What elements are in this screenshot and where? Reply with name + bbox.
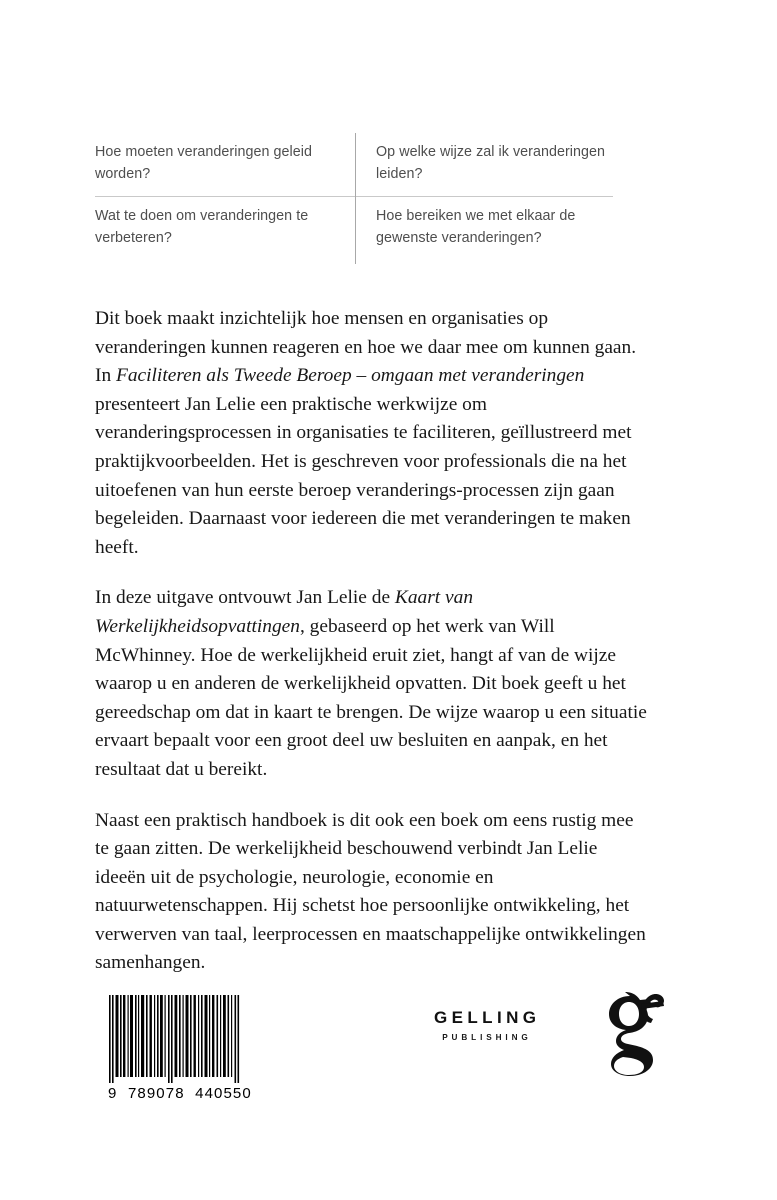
isbn-barcode-block: [108, 995, 252, 1102]
quadrant-cell-bottom-right: Hoe bereiken we met elkaar de gewenste veranderingen?: [376, 208, 576, 246]
publisher-logo: [425, 1008, 545, 1045]
quadrant-cell-top-right: Op welke wijze zal ik veranderingen leiden?: [376, 144, 606, 182]
blurb-paragraph-1-text-after: presenteert Jan Lelie een praktische werkwijze om veranderingsprocessen in organisaties te faciliteren, geïllustreerd met praktijkvoorbeelden. Het is geschreven voor professionals die na het uitoefenen van hun eerste beroep veranderings-processen zijn gaan begeleiden. Daarnaast voor iedereen die met veranderingen te maken heeft.: [95, 393, 632, 558]
blurb-paragraph-3: Naast een praktisch handboek is dit ook een boek om eens rustig mee te gaan zitten. De werkelijkheid beschouwend verbindt Jan Lelie ideeën uit de psychologie, neurologie, economie en natuurwetenschappen. Hij schetst hoe persoonlijke ontwikkeling, het verwerven van taal, leerprocessen en maatschappelijke ontwikkelingen samenhangen.: [95, 809, 646, 974]
isbn-digits: 9 789078 440550: [108, 1085, 252, 1102]
publisher-subtitle: PUBLISHING: [442, 1033, 532, 1042]
ean13-barcode-icon: [108, 995, 241, 1083]
blurb-paragraph-2-text-before: In deze uitgave ontvouwt Jan Lelie de: [95, 587, 395, 609]
gelling-g-monogram-icon: [600, 988, 674, 1076]
quadrant-cell-top-left: Hoe moeten veranderingen geleid worden?: [95, 144, 312, 182]
publisher-name: GELLING: [434, 1008, 541, 1027]
blurb-paragraph-1-text-before: Dit boek maakt inzichtelijk hoe mensen en organisaties op veranderingen kunnen reageren en hoe we daar mee om kunnen gaan. In: [95, 308, 637, 387]
question-quadrant: [95, 133, 613, 265]
blurb-paragraph-2-text-after: , gebaseerd op het werk van Will McWhinney. Hoe de werkelijkheid eruit ziet, hangt af van de wijze waarop u en anderen de werkelijkheid opvatten. Dit boek geeft u het gereedschap om dat in kaart te brengen. De wijze waarop u een situatie ervaart bepaalt voor een groot deel uw besluiten en aanpak, en het resultaat dat u bereikt.: [95, 615, 647, 780]
map-title-kaart: Kaart van Werkelijkheidsopvattingen: [95, 587, 474, 637]
quadrant-horizontal-divider: [95, 196, 613, 197]
blurb-text: [95, 305, 651, 978]
book-title-faciliteren: Faciliteren als Tweede Beroep – omgaan met veranderingen: [116, 365, 585, 387]
quadrant-cell-bottom-left: Wat te doen om veranderingen te verbeteren?: [95, 208, 309, 246]
quadrant-vertical-divider: [355, 133, 356, 264]
blurb-paragraph-1: [95, 305, 651, 562]
blurb-paragraph-2: [95, 584, 651, 784]
gelling-monogram: [600, 988, 674, 1076]
